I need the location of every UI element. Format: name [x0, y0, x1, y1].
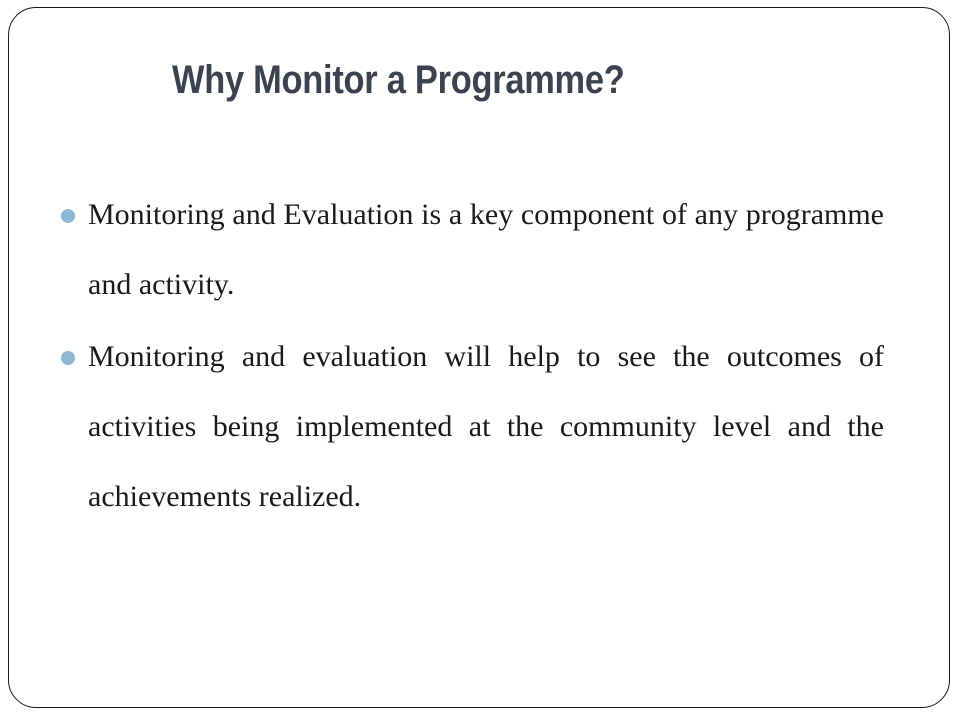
bullet-text: Monitoring and Evaluation is a key component of any programme and activity.: [88, 198, 884, 301]
bullet-item: [88, 322, 884, 532]
bullet-dot-icon: [61, 351, 75, 365]
bullet-list: [88, 180, 884, 532]
bullet-dot-icon: [61, 209, 75, 223]
bullet-item: [88, 180, 884, 320]
bullet-text: Monitoring and evaluation will help to see the outcomes of activities being implemented at the community level and the achievements realized.: [88, 340, 884, 513]
slide-title: Why Monitor a Programme?: [172, 58, 625, 102]
